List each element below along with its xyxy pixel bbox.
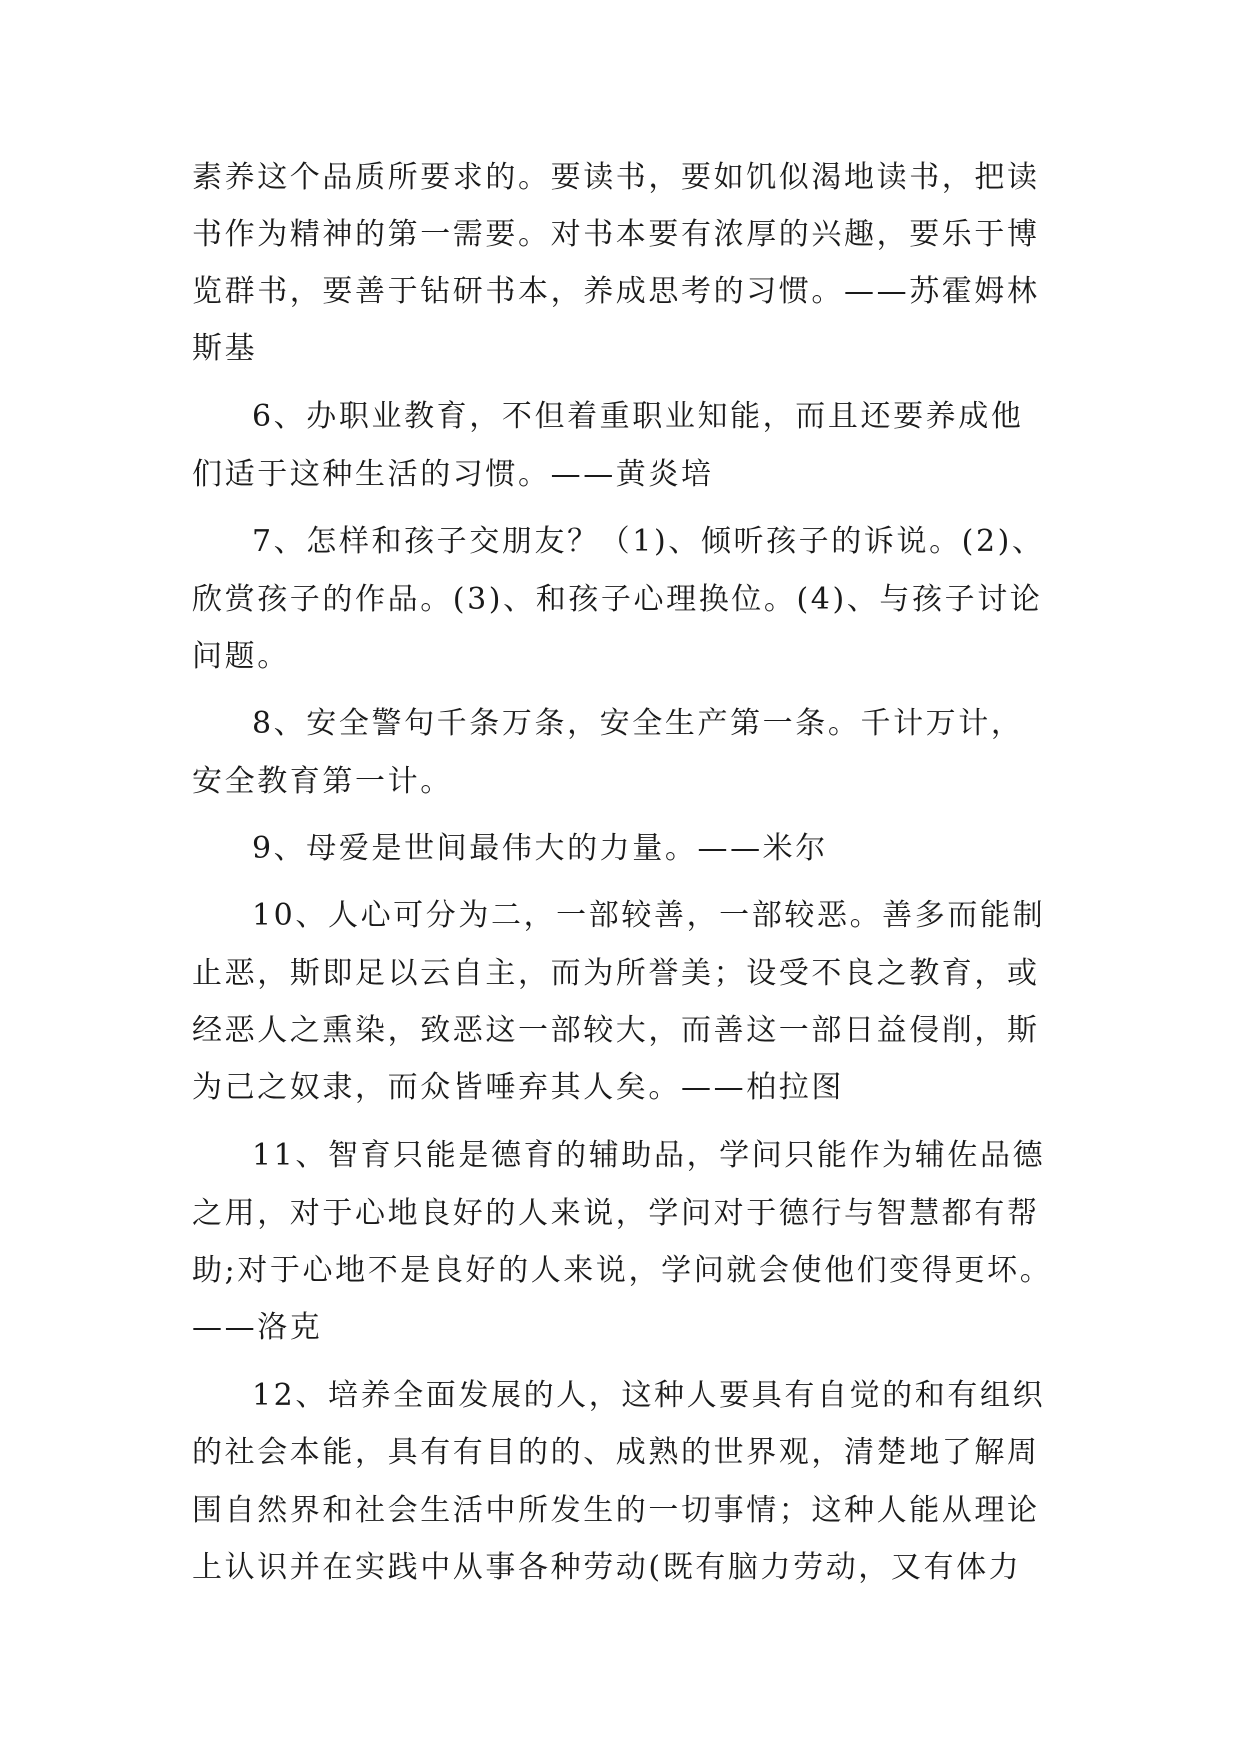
quote-9-start: 9、母爱是世间最伟大的力量。——米尔 bbox=[252, 831, 828, 866]
text-line: 问题。 bbox=[192, 639, 290, 674]
text-line: 上认识并在实践中从事各种劳动(既有脑力劳动，又有体力 bbox=[192, 1550, 1022, 1585]
text-line: 止恶，斯即足以云自主，而为所誉美；设受不良之教育，或 bbox=[192, 956, 1040, 991]
text-line: 素养这个品质所要求的。要读书，要如饥似渴地读书，把读 bbox=[192, 160, 1040, 195]
text-line: 围自然界和社会生活中所发生的一切事情；这种人能从理论 bbox=[192, 1493, 1040, 1528]
text-line: 书作为精神的第一需要。对书本要有浓厚的兴趣，要乐于博 bbox=[192, 217, 1040, 252]
text-line: 经恶人之熏染，致恶这一部较大，而善这一部日益侵削，斯 bbox=[192, 1013, 1040, 1048]
text-line: 之用，对于心地良好的人来说，学问对于德行与智慧都有帮 bbox=[192, 1196, 1040, 1231]
quote-12-start: 12、培养全面发展的人，这种人要具有自觉的和有组织 bbox=[252, 1378, 1046, 1413]
text-line: 斯基 bbox=[192, 331, 258, 366]
quote-10-start: 10、人心可分为二，一部较善，一部较恶。善多而能制 bbox=[252, 898, 1046, 933]
quote-7-start: 7、怎样和孩子交朋友？（1)、倾听孩子的诉说。(2)、 bbox=[252, 524, 1045, 559]
text-line: 为己之奴隶，而众皆唾弃其人矣。——柏拉图 bbox=[192, 1070, 844, 1105]
text-line: 览群书，要善于钻研书本，养成思考的习惯。——苏霍姆林 bbox=[192, 274, 1040, 309]
quote-11-start: 11、智育只能是德育的辅助品，学问只能作为辅佐品德 bbox=[252, 1138, 1046, 1173]
text-line: 们适于这种生活的习惯。——黄炎培 bbox=[192, 457, 714, 492]
text-line: 安全教育第一计。 bbox=[192, 764, 453, 799]
text-line: 的社会本能，具有有目的的、成熟的世界观，清楚地了解周 bbox=[192, 1435, 1040, 1470]
quote-6-start: 6、办职业教育，不但着重职业知能，而且还要养成他 bbox=[252, 399, 1024, 434]
quote-8-start: 8、安全警句千条万条，安全生产第一条。千计万计， bbox=[252, 706, 1024, 741]
text-line: 欣赏孩子的作品。(3)、和孩子心理换位。(4)、与孩子讨论 bbox=[192, 582, 1043, 617]
text-line: ——洛克 bbox=[192, 1310, 323, 1345]
text-line: 助;对于心地不是良好的人来说，学问就会使他们变得更坏。 bbox=[192, 1253, 1053, 1288]
